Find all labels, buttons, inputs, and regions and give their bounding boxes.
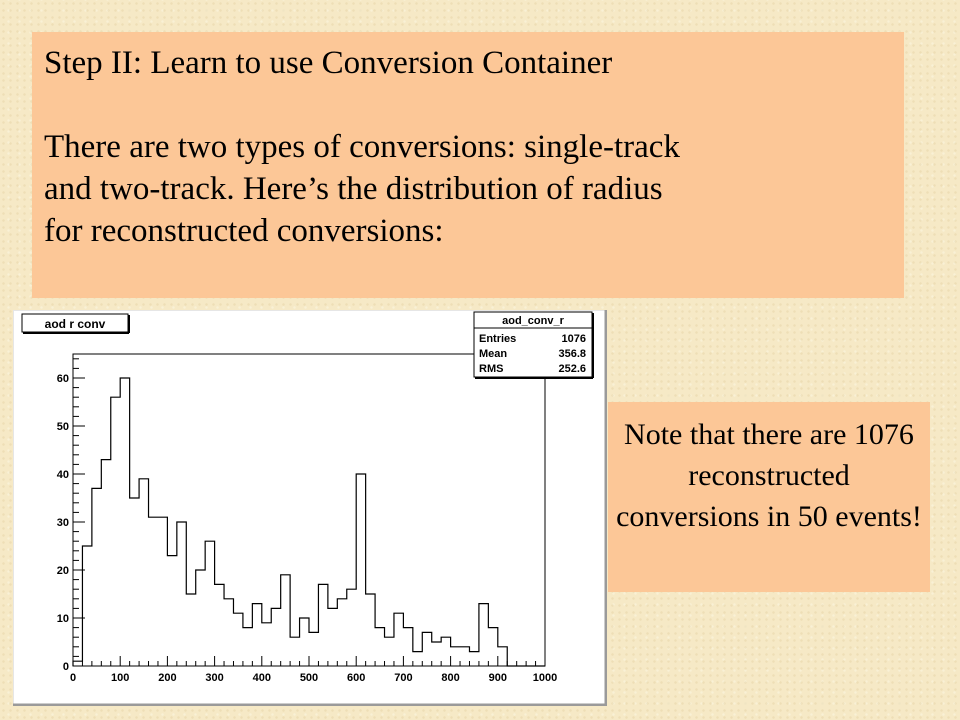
histogram-bin [186,594,195,666]
histogram-bin [366,594,375,666]
histogram-bin [177,522,186,666]
x-tick-label: 500 [299,672,319,684]
histogram-title: aod r conv [44,317,106,331]
histogram-bin [328,608,337,666]
stats-value-entries: 1076 [561,333,586,345]
histogram-bin [139,479,148,666]
histogram-bin [243,628,252,666]
histogram-bin [375,628,384,666]
histogram-bin [158,517,167,666]
histogram-bin [469,652,478,666]
histogram-bin [479,604,488,666]
histogram-bin [309,632,318,666]
histogram-bin [281,575,290,666]
x-tick-label: 200 [158,672,177,684]
y-tick-label: 30 [56,517,69,529]
histogram-bin [101,460,110,666]
title-box [32,32,904,298]
slide-body-line-1: There are two types of conversions: single-track [44,129,680,165]
x-tick-label: 700 [394,672,413,684]
histogram-bin [92,488,101,666]
stats-box [474,312,593,378]
y-tick-label: 60 [56,373,69,385]
histogram-bin [451,647,460,666]
histogram-bin [252,604,261,666]
y-tick-label: 20 [56,565,69,577]
stats-name: aod_conv_r [502,315,564,327]
histogram-bin [394,613,403,666]
histogram-bin [318,584,327,666]
x-tick-label: 800 [441,672,460,684]
note-text: Note that there are 1076 reconstructed conversions in 50 events! [616,418,922,533]
x-tick-label: 600 [347,672,366,684]
histogram-bin [460,647,469,666]
histogram-bin [413,652,422,666]
histogram-bin [337,599,346,666]
histogram-bin [224,599,233,666]
x-tick-label: 400 [252,672,271,684]
stats-label-entries: Entries [479,333,517,345]
histogram-canvas [13,310,607,706]
x-tick-label: 300 [205,672,224,684]
x-tick-label: 1000 [532,672,558,684]
histogram-bin [149,517,158,666]
histogram-bin [300,618,309,666]
histogram-bin [432,642,441,666]
histogram-bin [205,541,214,666]
histogram-bin [233,613,242,666]
y-tick-label: 40 [56,469,69,481]
histogram-bin [82,546,91,666]
x-tick-label: 900 [488,672,507,684]
y-tick-label: 50 [56,421,69,433]
histogram-bin [120,378,129,666]
histogram-bin [403,628,412,666]
histogram-bin [271,608,280,666]
histogram-bin [488,628,497,666]
stats-value-rms: 252.6 [558,363,586,375]
y-tick-label: 0 [62,661,69,673]
stats-label-rms: RMS [479,363,504,375]
histogram-bin [215,584,224,666]
slide-body-line-3: for reconstructed conversions: [44,213,444,249]
note-box [608,402,930,592]
stats-value-mean: 356.8 [558,348,586,360]
histogram-bin [385,637,394,666]
histogram-bin [356,474,365,666]
histogram-bin [111,397,120,666]
histogram-bin [347,589,356,666]
histogram-title-box [22,314,129,333]
y-tick-label: 10 [56,613,69,625]
histogram-bin [73,661,82,666]
histogram-bin [498,647,507,666]
x-tick-label: 0 [69,672,77,684]
stats-label-mean: Mean [479,348,508,360]
slide-heading: Step II: Learn to use Conversion Container [44,45,613,81]
histogram-bin [262,623,271,666]
histogram-bin [290,637,299,666]
histogram-bin [167,556,176,666]
histogram-bin [196,570,205,666]
histogram-bin [422,632,431,666]
histogram-bin [441,637,450,666]
slide-body-line-2: and two-track. Here’s the distribution of radius [44,171,663,207]
x-tick-label: 100 [111,672,130,684]
histogram-bin [130,498,139,666]
